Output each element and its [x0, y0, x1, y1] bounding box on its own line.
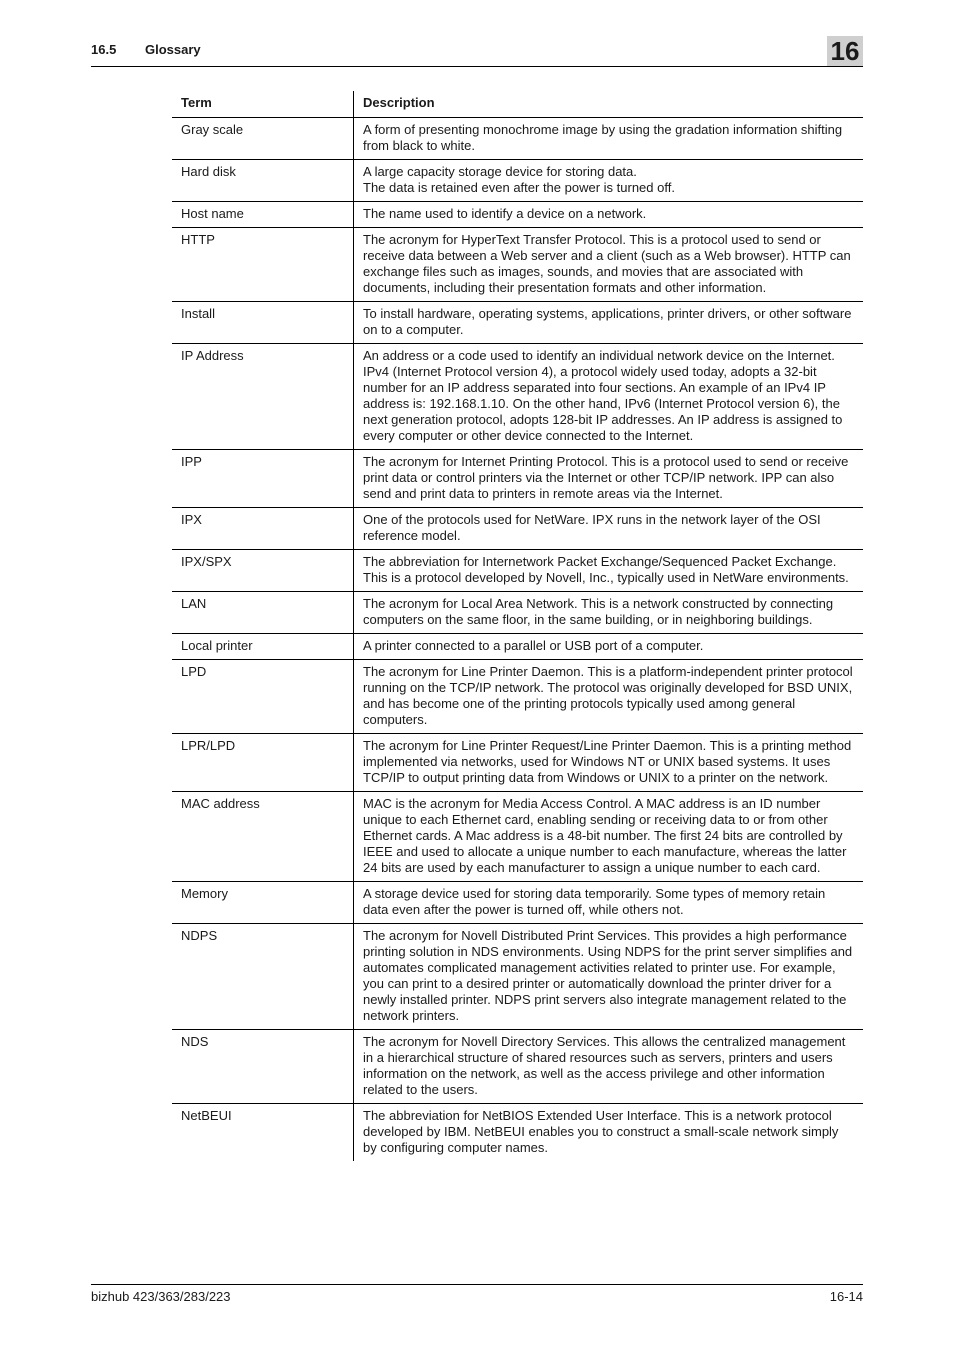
glossary-term: NetBEUI	[172, 1104, 354, 1162]
table-row	[172, 450, 863, 508]
table-row	[172, 792, 863, 882]
glossary-term: LPR/LPD	[172, 734, 354, 792]
table-row	[172, 660, 863, 734]
glossary-term: Hard disk	[172, 160, 354, 202]
table-row	[172, 1030, 863, 1104]
column-header-term: Term	[172, 91, 354, 118]
glossary-description: The name used to identify a device on a network.	[363, 206, 647, 221]
glossary-body	[172, 118, 863, 1162]
table-row	[172, 882, 863, 924]
glossary-description: The acronym for Line Printer Daemon. This is a platform-independent printer protocol running on the TCP/IP network. The protocol was originally developed for BSD UNIX, and has become one of the printing protocols typically used among general computers.	[363, 664, 853, 727]
table-row	[172, 118, 863, 160]
glossary-term: NDS	[172, 1030, 354, 1104]
glossary-term: Memory	[172, 882, 354, 924]
glossary-term: IPX/SPX	[172, 550, 354, 592]
glossary-description: A printer connected to a parallel or USB port of a computer.	[363, 638, 704, 653]
glossary-description: To install hardware, operating systems, applications, printer drivers, or other software on to a computer.	[363, 306, 852, 337]
glossary-term: LAN	[172, 592, 354, 634]
glossary-description: One of the protocols used for NetWare. IPX runs in the network layer of the OSI reference model.	[363, 512, 821, 543]
glossary-description: The abbreviation for NetBIOS Extended User Interface. This is a network protocol developed by IBM. NetBEUI enables you to construct a small-scale network simply by configuring computer names.	[363, 1108, 839, 1155]
glossary-description: The acronym for Internet Printing Protocol. This is a protocol used to send or receive print data or control printers via the Internet or other TCP/IP network. IPP can also send and print data to printers in remote areas via the Internet.	[363, 454, 849, 501]
glossary-term: IPX	[172, 508, 354, 550]
glossary-description: The acronym for HyperText Transfer Protocol. This is a protocol used to send or receive data between a Web server and a client (such as a Web browser). HTTP can exchange files such as images, sounds, and movies that are associated with documents, including their presentation formats and other information.	[363, 232, 851, 295]
table-row	[172, 924, 863, 1030]
glossary-term: LPD	[172, 660, 354, 734]
glossary-term: Install	[172, 302, 354, 344]
glossary-term: Host name	[172, 202, 354, 228]
page-number: 16-14	[829, 1289, 863, 1304]
page-footer	[91, 1284, 863, 1304]
section-title: Glossary	[145, 42, 201, 57]
table-row	[172, 550, 863, 592]
glossary-description: The acronym for Local Area Network. This is a network constructed by connecting computers on the same floor, in the same building, or in neighboring buildings.	[363, 596, 834, 627]
table-row	[172, 202, 863, 228]
product-name: bizhub 423/363/283/223	[91, 1289, 231, 1304]
chapter-number-tab: 16	[827, 36, 863, 66]
table-row	[172, 160, 863, 202]
glossary-description: MAC is the acronym for Media Access Control. A MAC address is an ID number unique to each Ethernet card, enabling sending or receiving data to or from other Ethernet cards. A Mac address is a 48-bit number. The first 24 bits are controlled by IEEE and used to allocate a unique number to each manufacture, whereas the latter 24 bits are used by each manufacturer to assign a unique number to each card.	[363, 796, 847, 875]
table-row	[172, 508, 863, 550]
glossary-term: HTTP	[172, 228, 354, 302]
table-row	[172, 1104, 863, 1162]
table-row	[172, 734, 863, 792]
page-header	[91, 36, 863, 67]
glossary-term: IP Address	[172, 344, 354, 450]
section-number: 16.5	[91, 42, 117, 57]
table-header-row	[172, 91, 863, 118]
glossary-description: The abbreviation for Internetwork Packet Exchange/Sequenced Packet Exchange. This is a protocol developed by Novell, Inc., typically used in NetWare environments.	[363, 554, 849, 585]
glossary-description: The acronym for Novell Directory Services. This allows the centralized management in a hierarchical structure of shared resources such as servers, printers and users information on the network, as well as the access privilege and other information related to the users.	[363, 1034, 846, 1097]
table-row	[172, 592, 863, 634]
glossary-description: A large capacity storage device for storing data. The data is retained even after the power is turned off.	[363, 164, 675, 195]
glossary-description: A form of presenting monochrome image by using the gradation information shifting from black to white.	[363, 122, 843, 153]
table-row	[172, 302, 863, 344]
glossary-description: An address or a code used to identify an individual network device on the Internet. IPv4 (Internet Protocol version 4), a protocol widely used today, adopts a 32-bit number for an IP address separated into four sections. An example of an IPv4 IP address is: 192.168.1.10. On the other hand, IPv6 (Internet Protocol version 6), the next generation protocol, adopts 128-bit IP addresses. An IP address is assigned to every computer or other device connected to the Internet.	[363, 348, 843, 443]
glossary-description: The acronym for Line Printer Request/Line Printer Daemon. This is a printing method implemented via networks, used for Windows NT or UNIX based systems. It uses TCP/IP to output printing data from Windows or UNIX to a printer on the network.	[363, 738, 852, 785]
glossary-term: Gray scale	[172, 118, 354, 160]
table-row	[172, 634, 863, 660]
glossary-term: IPP	[172, 450, 354, 508]
glossary-description: The acronym for Novell Distributed Print Services. This provides a high performance printing solution in NDS environments. Using NDPS for the print server simplifies and automates complicated management activities related to printer use. For example, you can print to a desired printer or automatically download the printer driver for a newly installed printer. NDPS print servers also integrate management related to the network printers.	[363, 928, 853, 1023]
table-row	[172, 228, 863, 302]
glossary-table	[172, 91, 863, 1161]
column-header-description: Description	[363, 95, 435, 110]
glossary-description: A storage device used for storing data temporarily. Some types of memory retain data even after the power is turned off, while others not.	[363, 886, 826, 917]
table-row	[172, 344, 863, 450]
glossary-term: Local printer	[172, 634, 354, 660]
glossary-term: NDPS	[172, 924, 354, 1030]
glossary-term: MAC address	[172, 792, 354, 882]
